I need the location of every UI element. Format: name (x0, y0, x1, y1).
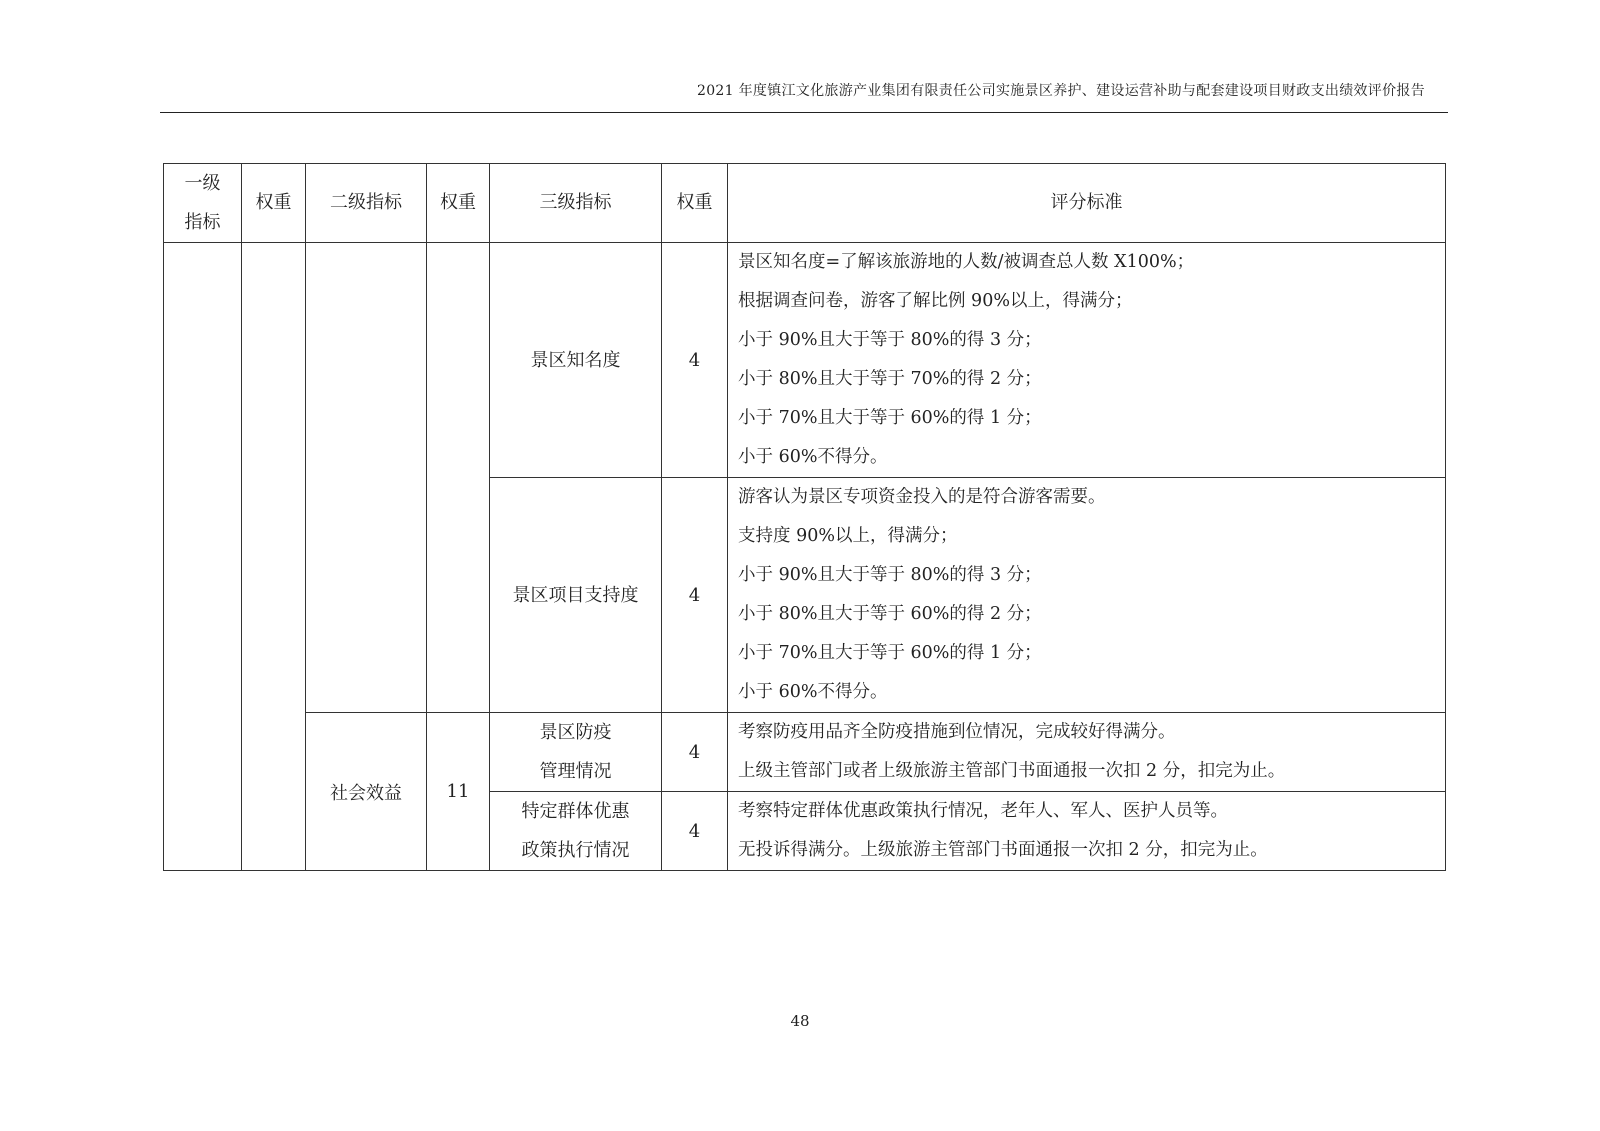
column-header-level2: 二级指标 (306, 164, 427, 243)
level3-label-line1: 景区防疫 (539, 722, 612, 743)
level3-label: 景区项目支持度 (512, 584, 639, 606)
criteria-cell (728, 713, 1446, 792)
level3-label: 景区知名度 (530, 349, 621, 371)
weight2-cell-empty (427, 243, 490, 713)
weight3-cell: 4 (662, 478, 728, 713)
column-header-level1-line2: 指标 (184, 212, 221, 233)
column-header-weight3: 权重 (662, 164, 728, 243)
level3-label-line1: 特定群体优惠 (521, 801, 630, 822)
level2-cell-social: 社会效益 (306, 713, 427, 871)
criteria-line: 支持度 90%以上，得满分； (738, 526, 958, 546)
weight3-cell: 4 (662, 243, 728, 478)
criteria-cell (728, 243, 1446, 478)
report-header-title: 2021 年度镇江文化旅游产业集团有限责任公司实施景区养护、建设运营补助与配套建设项目财政支出绩效评价报告 (697, 83, 1425, 99)
weight3-cell: 4 (662, 792, 728, 871)
level3-label-line2: 政策执行情况 (521, 840, 630, 861)
criteria-cell (728, 792, 1446, 871)
criteria-line: 小于 90%且大于等于 80%的得 3 分； (738, 565, 1042, 585)
criteria-line: 考察特定群体优惠政策执行情况，老年人、军人、医护人员等。 (738, 801, 1228, 821)
level3-cell (490, 243, 662, 478)
level1-cell (164, 243, 242, 871)
column-header-criteria: 评分标准 (728, 164, 1446, 243)
column-header-weight1: 权重 (242, 164, 306, 243)
criteria-line: 无投诉得满分。上级旅游主管部门书面通报一次扣 2 分，扣完为止。 (738, 840, 1268, 860)
level3-label-line2: 管理情况 (539, 761, 612, 782)
column-header-level1-line1: 一级 (184, 173, 221, 194)
criteria-line: 小于 60%不得分。 (738, 682, 888, 702)
scoring-table (163, 163, 1446, 871)
criteria-line: 上级主管部门或者上级旅游主管部门书面通报一次扣 2 分，扣完为止。 (738, 761, 1286, 781)
column-header-level1 (164, 164, 242, 243)
criteria-line: 小于 70%且大于等于 60%的得 1 分； (738, 643, 1042, 663)
criteria-line: 小于 70%且大于等于 60%的得 1 分； (738, 408, 1042, 428)
header-divider (160, 112, 1448, 113)
weight1-cell (242, 243, 306, 871)
table-row (164, 243, 1446, 478)
criteria-line: 小于 80%且大于等于 60%的得 2 分； (738, 604, 1042, 624)
column-header-level3: 三级指标 (490, 164, 662, 243)
weight3-cell: 4 (662, 713, 728, 792)
criteria-line: 小于 80%且大于等于 70%的得 2 分； (738, 369, 1042, 389)
page-number: 48 (790, 1012, 810, 1030)
weight2-cell-social: 11 (427, 713, 490, 871)
criteria-line: 考察防疫用品齐全防疫措施到位情况，完成较好得满分。 (738, 722, 1176, 742)
table-row (164, 713, 1446, 792)
criteria-line: 小于 60%不得分。 (738, 447, 888, 467)
criteria-line: 景区知名度=了解该旅游地的人数/被调查总人数 X100%； (738, 252, 1195, 272)
level2-cell-empty (306, 243, 427, 713)
column-header-weight2: 权重 (427, 164, 490, 243)
criteria-cell (728, 478, 1446, 713)
criteria-line: 根据调查问卷，游客了解比例 90%以上，得满分； (738, 291, 1133, 311)
table-header-row (164, 164, 1446, 243)
criteria-line: 小于 90%且大于等于 80%的得 3 分； (738, 330, 1042, 350)
level3-cell (490, 478, 662, 713)
level3-cell (490, 792, 662, 871)
level3-cell (490, 713, 662, 792)
criteria-line: 游客认为景区专项资金投入的是符合游客需要。 (738, 487, 1106, 507)
